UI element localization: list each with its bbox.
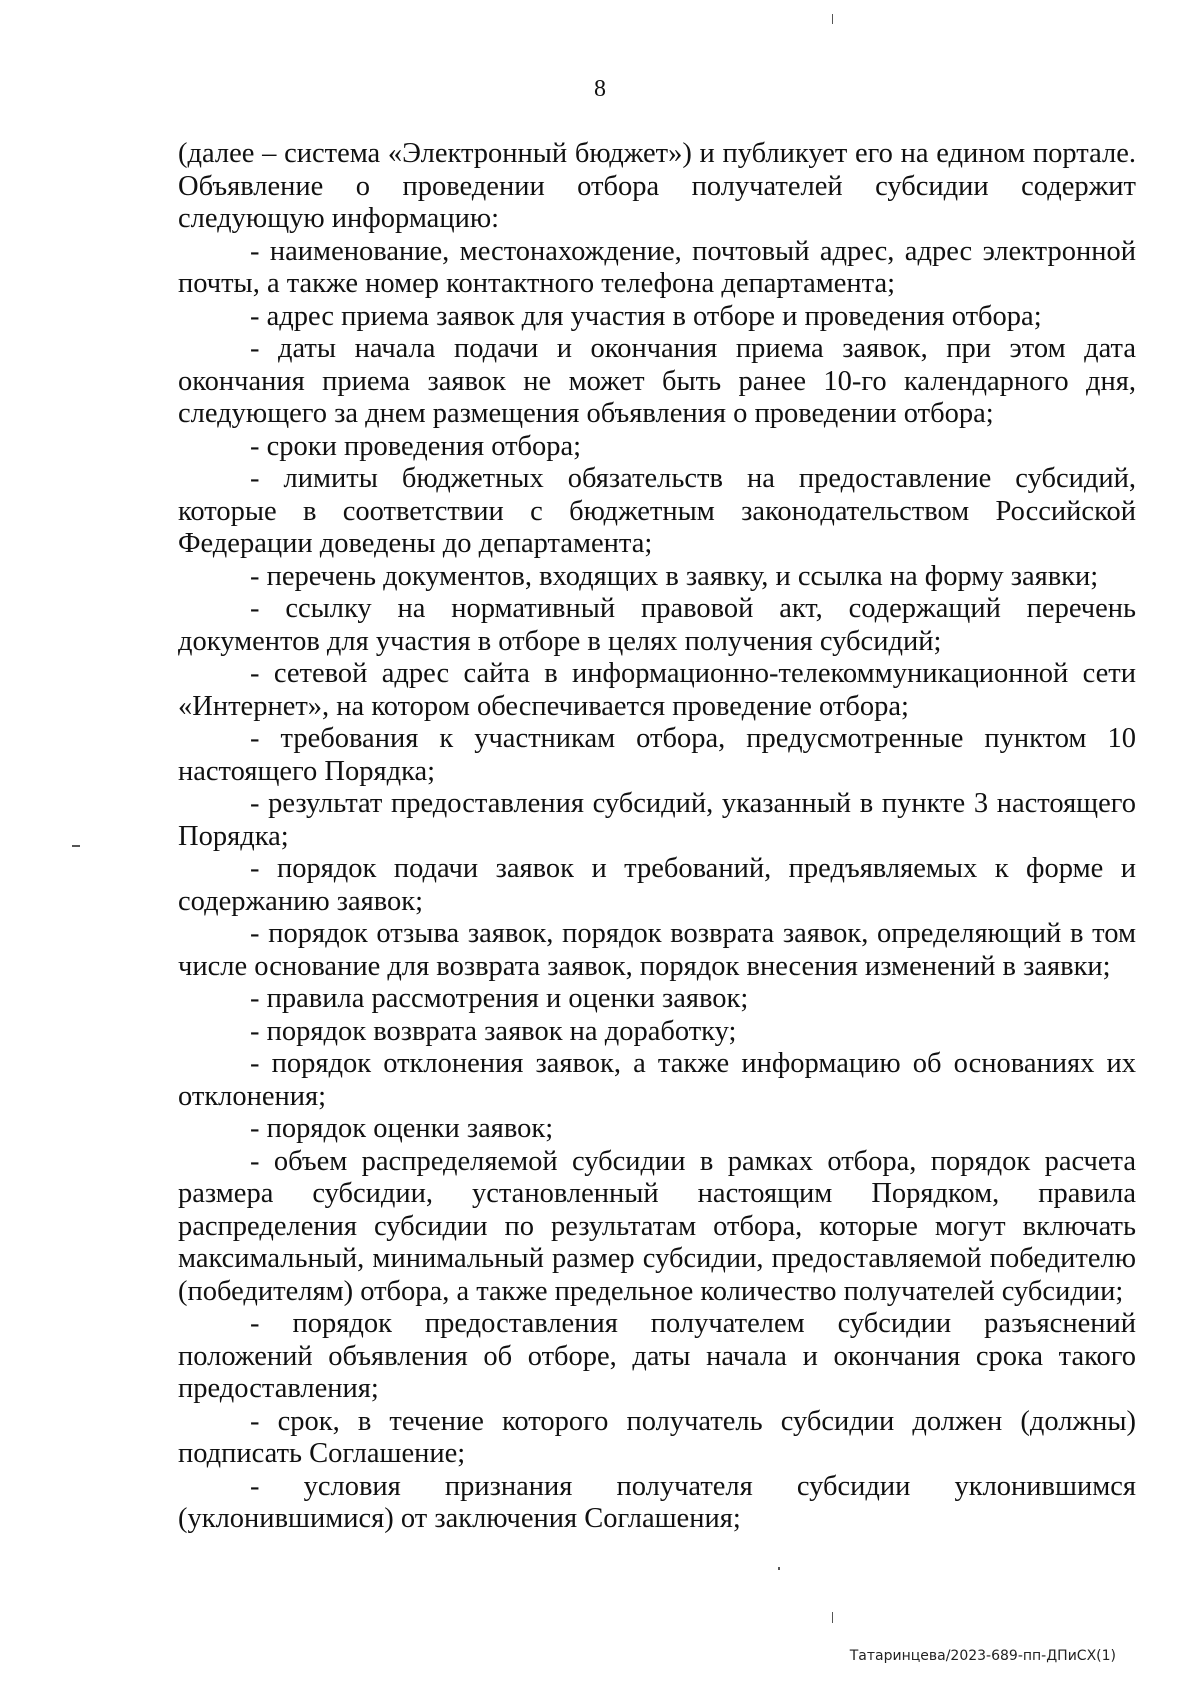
scan-mark <box>72 845 80 847</box>
list-item: - объем распределяемой субсидии в рамках отбора, порядок расчета размера субсидии, установленный настоящим Порядком, правила распределения субсидии по результатам отбора, которые могут включать максимальный, минимальный размер субсидии, предоставляемой победителю (победителям) отбора, а также предельное количество получателей субсидии; <box>178 1145 1136 1307</box>
intro-paragraph: (далее – система «Электронный бюджет») и публикует его на едином портале. Объявление о проведении отбора получателей субсидии содержит следующую информацию: <box>178 138 1136 234</box>
list-item: - перечень документов, входящих в заявку, и ссылка на форму заявки; <box>250 560 1099 592</box>
list-item: - порядок подачи заявок и требований, предъявляемых к форме и содержанию заявок; <box>178 853 1136 917</box>
list-item: - порядок отклонения заявок, а также информацию об основаниях их отклонения; <box>178 1048 1136 1112</box>
list-item: - требования к участникам отбора, предусмотренные пунктом 10 настоящего Порядка; <box>178 723 1136 787</box>
list-item: - сетевой адрес сайта в информационно-телекоммуникационной сети «Интернет», на котором обеспечивается проведение отбора; <box>178 658 1136 722</box>
scan-mark <box>778 1567 780 1570</box>
page-number: 8 <box>594 76 606 102</box>
footer-document-code: Татаринцева/2023-689-пп-ДПиСХ(1) <box>849 1648 1116 1664</box>
scan-mark <box>832 1612 833 1623</box>
list-item: - порядок предоставления получателем субсидии разъяснений положений объявления об отборе, даты начала и окончания срока такого предоставления; <box>178 1308 1136 1404</box>
list-item: - наименование, местонахождение, почтовый адрес, адрес электронной почты, а также номер контактного телефона департамента; <box>178 235 1136 299</box>
list-item: - сроки проведения отбора; <box>250 430 582 462</box>
list-item: - порядок отзыва заявок, порядок возврата заявок, определяющий в том числе основание для возврата заявок, порядок внесения изменений в заявки; <box>178 918 1136 982</box>
list-item: - порядок оценки заявок; <box>250 1113 554 1144</box>
list-item: - результат предоставления субсидий, указанный в пункте 3 настоящего Порядка; <box>178 788 1136 852</box>
list-item: - лимиты бюджетных обязательств на предоставление субсидий, которые в соответствии с бюджетным законодательством Российской Федерации доведены до департамента; <box>178 463 1136 559</box>
document-body <box>178 138 1136 1536</box>
list-item: - даты начала подачи и окончания приема заявок, при этом дата окончания приема заявок не может быть ранее 10-го календарного дня, следующего за днем размещения объявления о проведении отбора; <box>178 333 1136 429</box>
list-item: - адрес приема заявок для участия в отборе и проведения отбора; <box>250 300 1042 332</box>
scan-mark <box>832 14 833 24</box>
list-item: - условия признания получателя субсидии уклонившимся (уклонившимися) от заключения Соглашения; <box>178 1470 1136 1534</box>
list-item: - правила рассмотрения и оценки заявок; <box>250 983 749 1014</box>
list-item: - порядок возврата заявок на доработку; <box>250 1015 737 1047</box>
list-item: - срок, в течение которого получатель субсидии должен (должны) подписать Соглашение; <box>178 1405 1136 1469</box>
list-item: - ссылку на нормативный правовой акт, содержащий перечень документов для участия в отборе в целях получения субсидий; <box>178 593 1136 657</box>
